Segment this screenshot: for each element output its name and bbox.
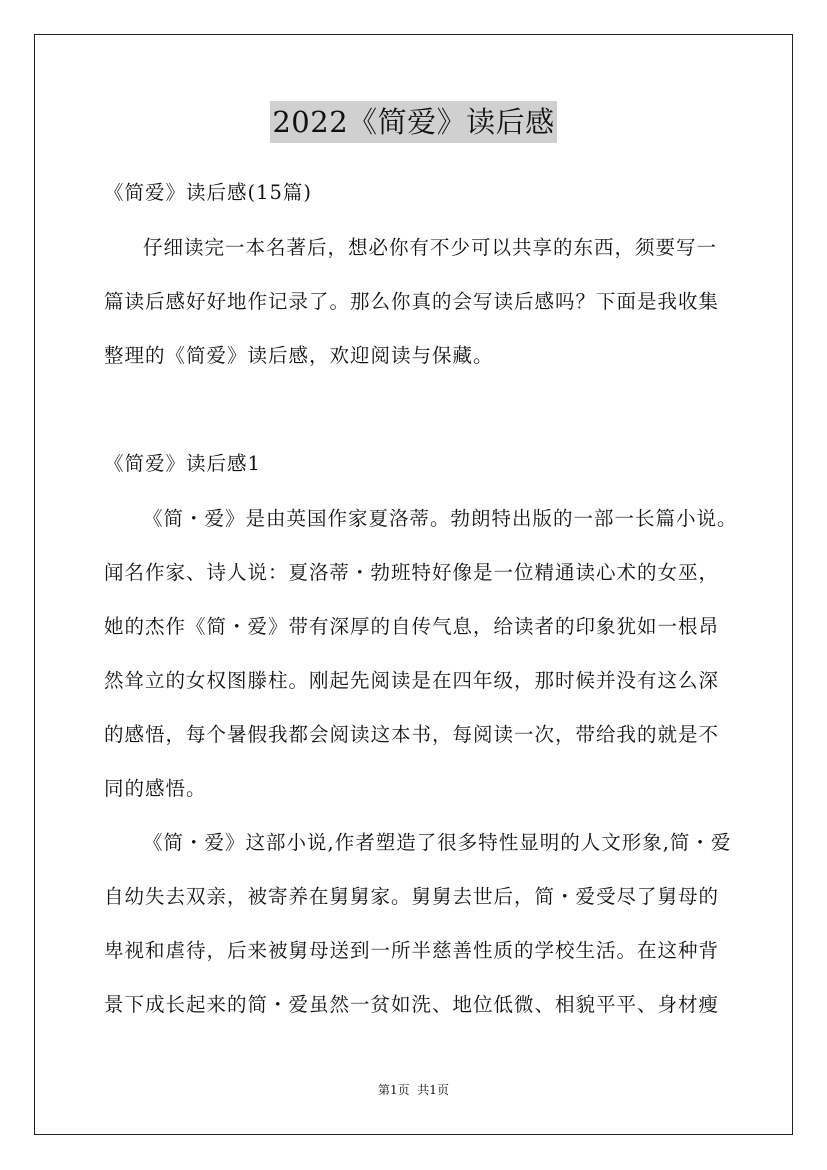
document-subtitle: 《简爱》读后感(15篇) bbox=[104, 181, 313, 204]
paragraph-line: 她的杰作《简・爱》带有深厚的自传气息，给读者的印象犹如一根昂 bbox=[104, 615, 720, 638]
intro-line: 仔细读完一本名著后，想必你有不少可以共享的东西，须要写一 bbox=[143, 236, 718, 259]
section-heading: 《简爱》读后感1 bbox=[104, 452, 261, 475]
page-number-footer: 第1页 共1页 bbox=[378, 1083, 449, 1097]
paragraph-line: 自幼失去双亲，被寄养在舅舅家。舅舅去世后，简・爱受尽了舅母的 bbox=[104, 885, 720, 908]
paragraph-line: 然耸立的女权图滕柱。刚起先阅读是在四年级，那时候并没有这么深 bbox=[104, 669, 720, 692]
paragraph-line: 卑视和虐待，后来被舅母送到一所半慈善性质的学校生活。在这种背 bbox=[104, 939, 720, 962]
paragraph-line: 《简・爱》是由英国作家夏洛蒂。勃朗特出版的一部一长篇小说。 bbox=[143, 507, 738, 530]
intro-line: 整理的《简爱》读后感，欢迎阅读与保藏。 bbox=[104, 344, 494, 367]
document-title: 2022《简爱》读后感 bbox=[270, 101, 556, 143]
paragraph-line: 的感悟，每个暑假我都会阅读这本书，每阅读一次，带给我的就是不 bbox=[104, 723, 720, 746]
intro-line: 篇读后感好好地作记录了。那么你真的会写读后感吗？下面是我收集 bbox=[104, 290, 720, 313]
paragraph-line: 《简・爱》这部小说,作者塑造了很多特性显明的人文形象,简・爱 bbox=[143, 831, 732, 854]
title-wrap bbox=[0, 101, 827, 143]
paragraph-line: 同的感悟。 bbox=[104, 777, 207, 800]
paragraph-line: 景下成长起来的简・爱虽然一贫如洗、地位低微、相貌平平、身材瘦 bbox=[104, 993, 720, 1016]
paragraph-line: 闻名作家、诗人说：夏洛蒂・勃班特好像是一位精通读心术的女巫， bbox=[104, 561, 720, 584]
